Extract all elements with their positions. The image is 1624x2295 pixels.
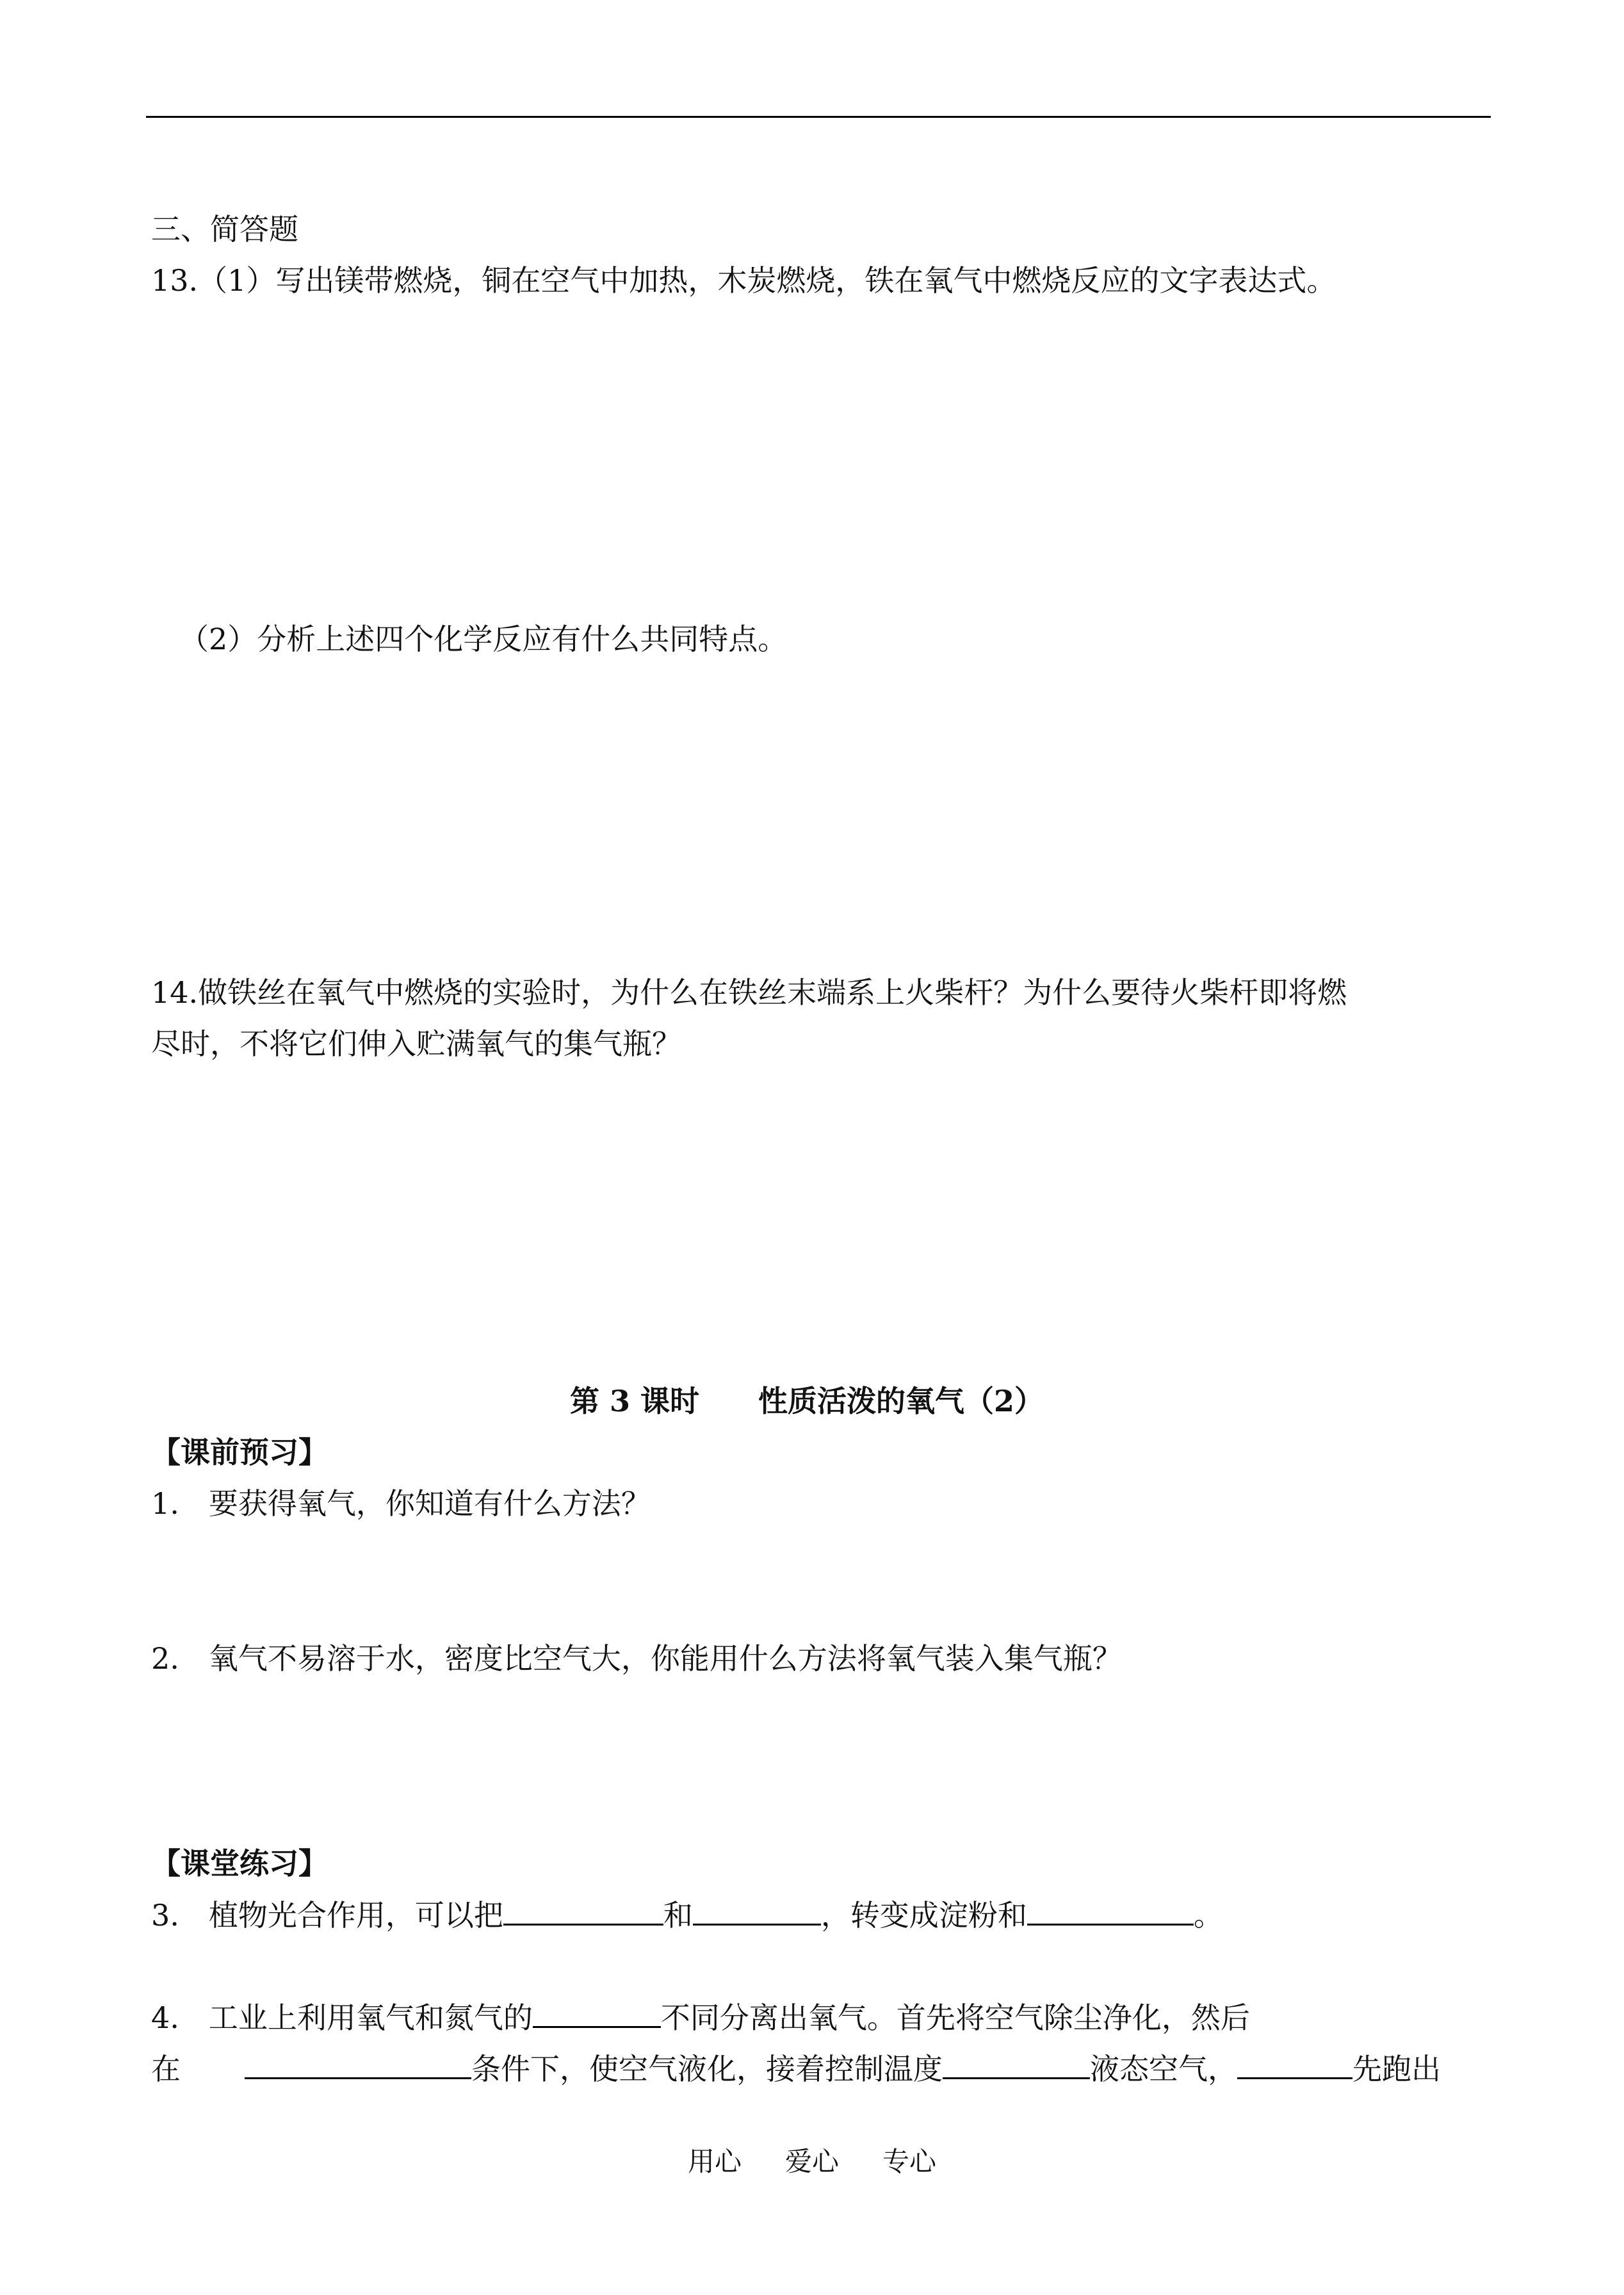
q4-text-d: 条件下，使空气液化，接着控制温度 [471,2052,943,2086]
q4-blank-1[interactable] [533,1998,661,2028]
q4-text-b: 不同分离出氧气。首先将空气除尘净化，然后 [660,2000,1250,2035]
header-rule [146,116,1491,118]
q3-blank-3[interactable] [1027,1895,1194,1926]
page-footer [666,2143,958,2181]
footer-word-2: 爱心 [785,2146,840,2177]
q3-text-b: 和 [663,1898,693,1933]
q4-text-c: 在 [151,2052,181,2086]
question-14-line-1: 14.做铁丝在氧气中燃烧的实验时，为什么在铁丝末端系上火柴杆？为什么要待火柴杆即将燃 [151,975,1347,1010]
question-13-part-2: （2）分析上述四个化学反应有什么共同特点。 [179,622,788,656]
practice-question-3 [151,1895,1223,1934]
practice-question-4-line-2 [151,2049,1441,2088]
question-13-part-1: 13.（1）写出镁带燃烧，铜在空气中加热，木炭燃烧，铁在氧气中燃烧反应的文字表达式。 [151,263,1336,298]
q3-blank-1[interactable] [503,1895,663,1926]
q4-text-a: 4. 工业上利用氧气和氮气的 [151,2000,533,2035]
practice-heading: 【课堂练习】 [151,1846,328,1881]
q3-text-a: 3. 植物光合作用，可以把 [151,1898,503,1933]
q3-blank-2[interactable] [693,1895,821,1926]
lesson-title: 第 3 课时 性质活泼的氧气（2） [570,1384,1044,1418]
practice-question-4-line-1 [151,1998,1250,2037]
q4-text-e: 液态空气， [1090,2052,1237,2086]
q4-blank-3[interactable] [943,2049,1090,2079]
footer-word-3: 专心 [882,2146,937,2177]
footer-word-1: 用心 [688,2146,742,2177]
preview-question-2: 2. 氧气不易溶于水，密度比空气大，你能用什么方法将氧气装入集气瓶？ [151,1641,1122,1676]
q4-text-f: 先跑出 [1352,2052,1441,2086]
q3-text-d: 。 [1193,1898,1223,1933]
q3-text-c: ，转变成淀粉和 [820,1898,1027,1933]
q4-blank-2[interactable] [245,2049,471,2079]
section-heading: 三、简答题 [151,212,298,247]
question-14-line-2: 尽时，不将它们伸入贮满氧气的集气瓶？ [151,1026,681,1061]
q4-blank-4[interactable] [1237,2049,1352,2079]
preview-question-1: 1. 要获得氧气，你知道有什么方法？ [151,1486,651,1521]
preview-heading: 【课前预习】 [151,1435,328,1470]
